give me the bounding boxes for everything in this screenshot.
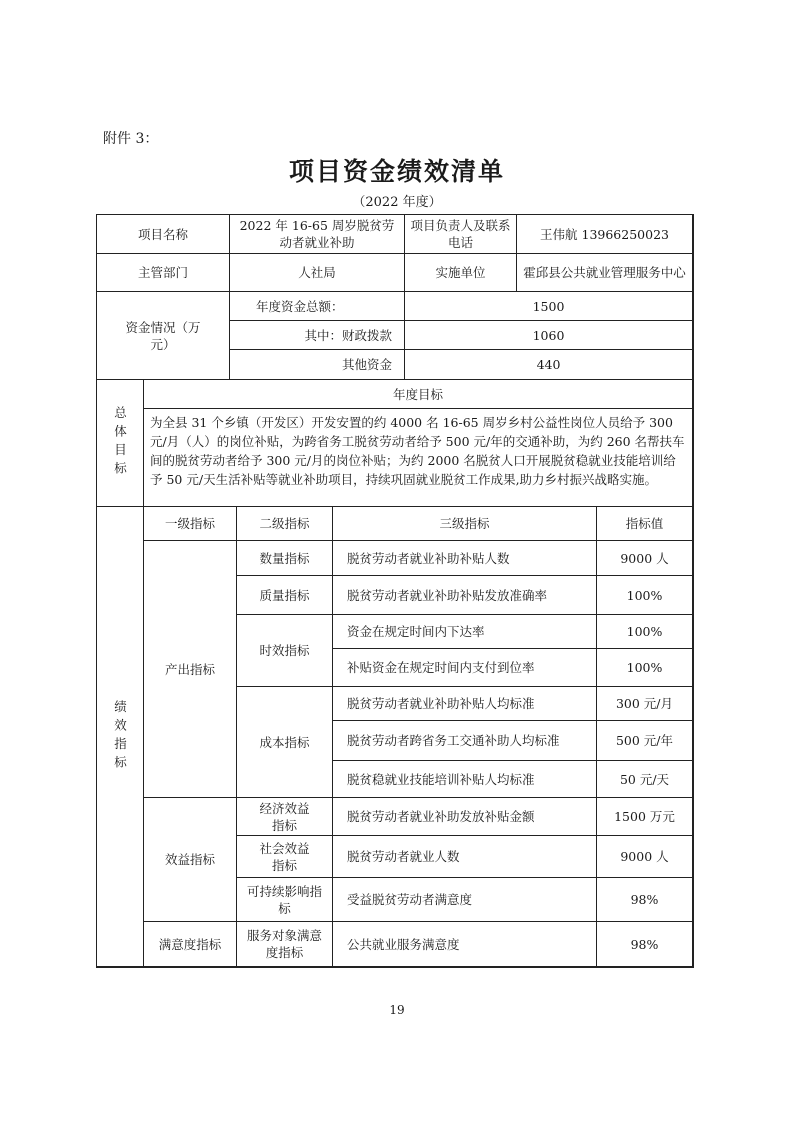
funds-total: 1500: [404, 291, 693, 321]
metric-row-name: 脱贫劳动者就业补助补贴人数: [332, 540, 597, 576]
metric-row-value: 100%: [596, 648, 693, 687]
funds-fiscal-label: 其中：财政拨款: [229, 320, 405, 350]
metric-row-name: 资金在规定时间内下达率: [332, 614, 597, 649]
metric-row-value: 500 元/年: [596, 720, 693, 761]
level2-cost: 成本指标: [236, 686, 333, 798]
funds-other: 440: [404, 349, 693, 380]
level2-sustainable: 可持续影响指标: [236, 877, 333, 922]
level1-output: 产出指标: [143, 540, 237, 798]
metric-row-name: 脱贫劳动者就业人数: [332, 835, 597, 878]
metric-row-value: 100%: [596, 614, 693, 649]
metric-row-value: 98%: [596, 921, 693, 967]
metric-row-name: 脱贫劳动者跨省务工交通补助人均标准: [332, 720, 597, 761]
metrics-label: 绩效指标: [96, 506, 144, 967]
header-level3: 三级指标: [332, 506, 597, 541]
funds-label: 资金情况（万元）: [96, 291, 230, 380]
level2-quantity: 数量指标: [236, 540, 333, 576]
goal-text: 为全县 31 个乡镇（开发区）开发安置的约 4000 名 16-65 周岁乡村公益性岗位人员给予 300 元/月（人）的岗位补贴，为跨省务工脱贫劳动者给予 500 元/年的交通补助，为约 260 名帮扶车间的脱贫劳动者给予 300 元/月的岗位补贴；为约 2000 名脱贫人口开展脱贫稳就业技能培训给予 50 元/天生活补贴等就业补助项目，持续巩固就业脱贫工作成果,助力乡村振兴战略实施。: [143, 408, 693, 507]
metric-row-name: 脱贫劳动者就业补助发放补贴金额: [332, 797, 597, 836]
project-name-label: 项目名称: [96, 214, 230, 254]
contact: 王伟航 13966250023: [516, 214, 693, 254]
header-level2: 二级指标: [236, 506, 333, 541]
level2-service: 服务对象满意度指标: [236, 921, 333, 967]
metric-row-name: 脱贫劳动者就业补助补贴发放准确率: [332, 575, 597, 615]
level2-economic: 经济效益指标: [236, 797, 333, 836]
metric-row-value: 9000 人: [596, 835, 693, 878]
metric-row-value: 100%: [596, 575, 693, 615]
metric-row-name: 补贴资金在规定时间内支付到位率: [332, 648, 597, 687]
level1-satisfaction: 满意度指标: [143, 921, 237, 967]
header-level1: 一级指标: [143, 506, 237, 541]
metric-row-name: 受益脱贫劳动者满意度: [332, 877, 597, 922]
metric-row-name: 脱贫稳就业技能培训补贴人均标准: [332, 760, 597, 798]
impl-label: 实施单位: [404, 253, 517, 292]
impl-unit: 霍邱县公共就业管理服务中心: [516, 253, 693, 292]
page-title: 项目资金绩效清单: [288, 157, 505, 186]
funds-total-label: 年度资金总额：: [229, 291, 405, 321]
level1-benefit: 效益指标: [143, 797, 237, 922]
contact-label: 项目负责人及联系电话: [404, 214, 517, 254]
attachment-label: 附件 3：: [103, 131, 159, 147]
level2-timeliness: 时效指标: [236, 614, 333, 687]
metric-row-name: 公共就业服务满意度: [332, 921, 597, 967]
metric-row-value: 98%: [596, 877, 693, 922]
level2-social: 社会效益指标: [236, 835, 333, 878]
project-name: 2022 年 16-65 周岁脱贫劳动者就业补助: [229, 214, 405, 254]
metric-row-value: 1500 万元: [596, 797, 693, 836]
metric-row-value: 300 元/月: [596, 686, 693, 721]
metric-row-value: 50 元/天: [596, 760, 693, 798]
funds-other-label: 其他资金: [229, 349, 405, 380]
page-number: 19: [389, 1003, 405, 1017]
dept: 人社局: [229, 253, 405, 292]
metric-row-name: 脱贫劳动者就业补助补贴人均标准: [332, 686, 597, 721]
funds-fiscal: 1060: [404, 320, 693, 350]
metric-row-value: 9000 人: [596, 540, 693, 576]
goal-label: 总体目标: [96, 379, 144, 507]
header-value: 指标值: [596, 506, 693, 541]
year-subtitle: （2022 年度）: [352, 195, 442, 210]
goal-header: 年度目标: [143, 379, 693, 409]
level2-quality: 质量指标: [236, 575, 333, 615]
dept-label: 主管部门: [96, 253, 230, 292]
